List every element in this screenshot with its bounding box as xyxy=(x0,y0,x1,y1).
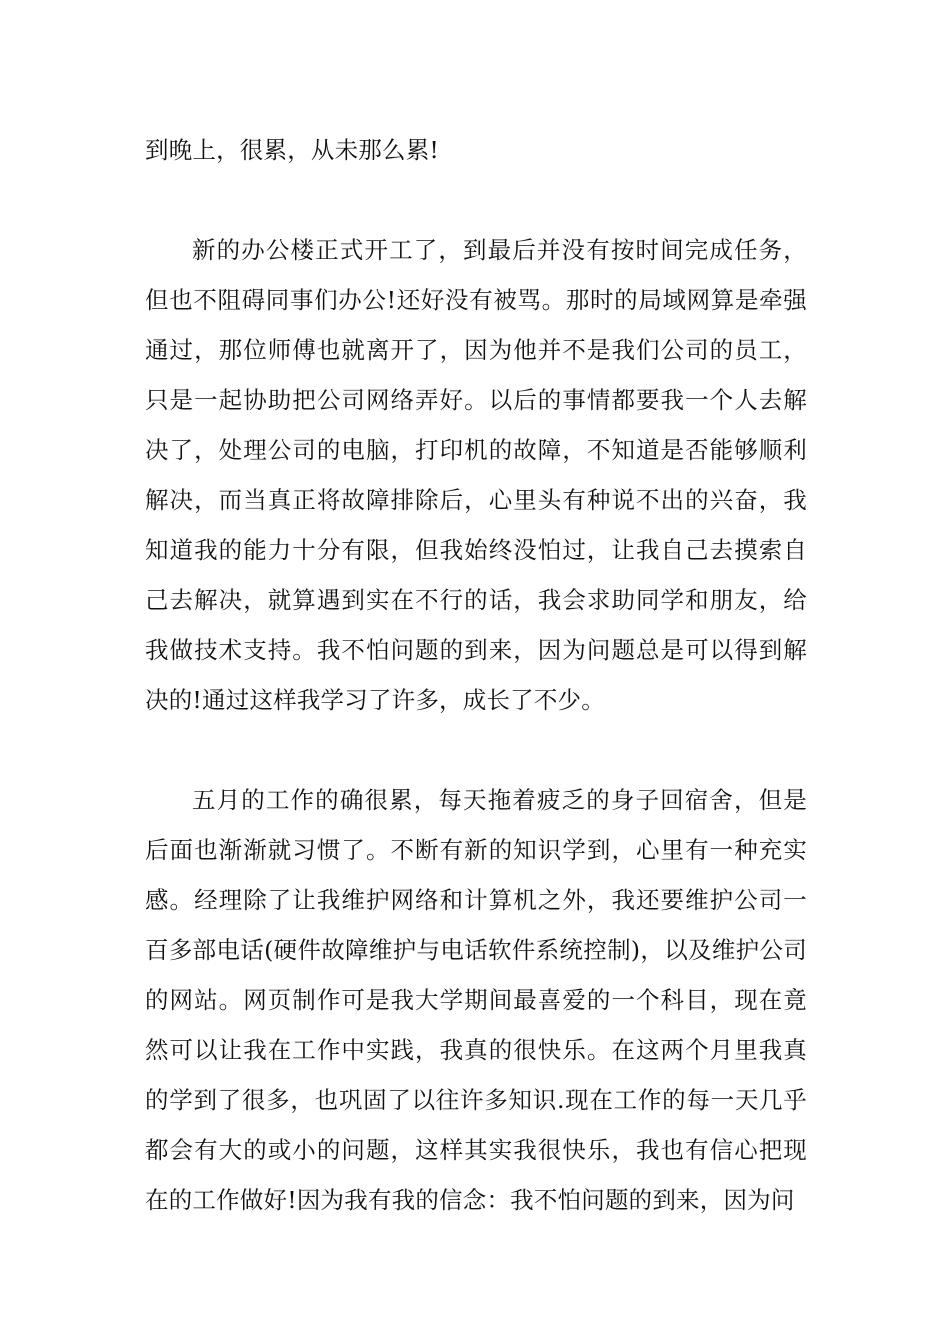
document-body xyxy=(145,125,807,1225)
paragraph-2: 新的办公楼正式开工了，到最后并没有按时间完成任务，但也不阻碍同事们办公!还好没有被骂。那时的局域网算是牵强通过，那位师傅也就离开了，因为他并不是我们公司的员工，只是一起协助把公司网络弄好。以后的事情都要我一个人去解决了，处理公司的电脑，打印机的故障，不知道是否能够顺利解决，而当真正将故障排除后，心里头有种说不出的兴奋，我知道我的能力十分有限，但我始终没怕过，让我自己去摸索自己去解决，就算遇到实在不行的话，我会求助同学和朋友，给我做技术支持。我不怕问题的到来，因为问题总是可以得到解决的!通过这样我学习了许多，成长了不少。 xyxy=(145,236,807,714)
paragraph-gap xyxy=(145,175,807,225)
paragraph-gap xyxy=(145,725,807,775)
paragraph-3: 五月的工作的确很累，每天拖着疲乏的身子回宿舍，但是后面也渐渐就习惯了。不断有新的知识学到，心里有一种充实感。经理除了让我维护网络和计算机之外，我还要维护公司一百多部电话(硬件故障维护与电话软件系统控制)，以及维护公司的网站。网页制作可是我大学期间最喜爱的一个科目，现在竟然可以让我在工作中实践，我真的很快乐。在这两个月里我真的学到了很多，也巩固了以往许多知识.现在工作的每一天几乎都会有大的或小的问题，这样其实我很快乐，我也有信心把现在的工作做好!因为我有我的信念：我不怕问题的到来，因为问 xyxy=(145,786,807,1214)
paragraph-1: 到晚上，很累，从未那么累! xyxy=(145,136,440,164)
